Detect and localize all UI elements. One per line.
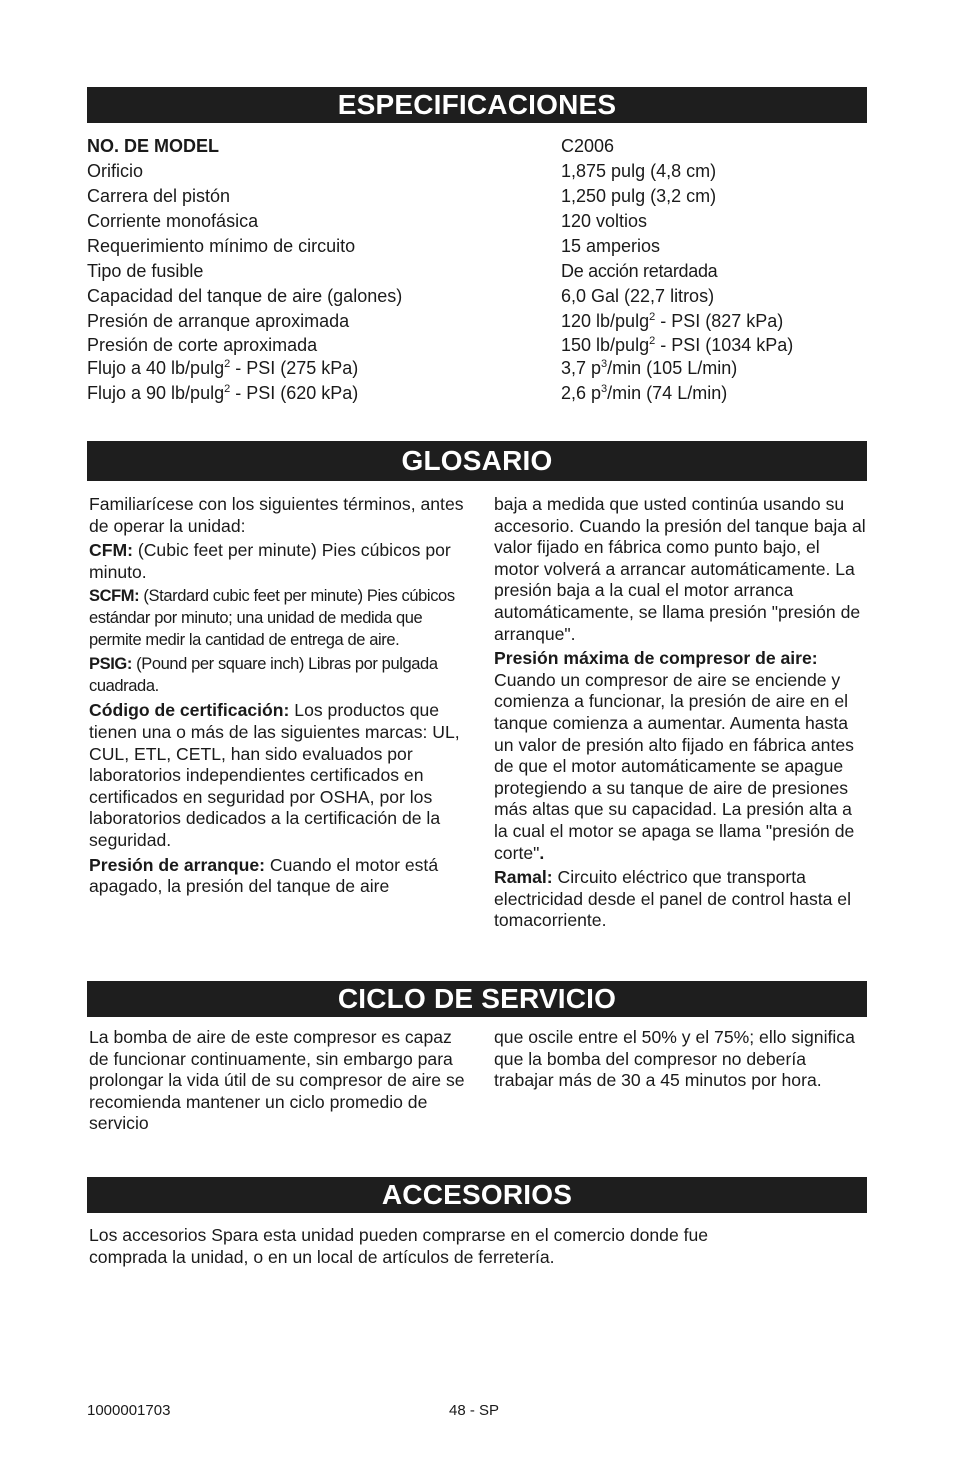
glossary-arranque-continued: baja a medida que usted continúa usando su accesorio. Cuando la presión del tanque baja al valor fijado en fábrica como punto bajo, el motor volverá a arrancar automáticamente. La presión baja a la cual el motor arranca automáticamente, se llama presión "presión de arranque".	[494, 494, 866, 644]
glossary-term: PSIG:	[89, 655, 132, 674]
value-part: 150 lb/pulg	[561, 335, 650, 355]
page-number: 48 - SP	[449, 1402, 500, 1419]
document-code: 1000001703	[87, 1402, 171, 1419]
ciclo-de-servicio-heading: CICLO DE SERVICIO	[87, 981, 867, 1017]
accesorios-paragraph: Los accesorios Spara esta unidad pueden comprarse en el comercio donde fue comprada la unidad, o en un local de artículos de ferretería.	[89, 1225, 709, 1267]
spec-value: De acción retardada	[561, 261, 718, 281]
glossary-end-mark: .	[539, 842, 545, 863]
glosario-left-column	[89, 494, 467, 901]
spec-row-carrera	[87, 185, 867, 210]
spec-label: Presión de arranque aproximada	[87, 311, 350, 331]
label-part: - PSI (275 kPa)	[230, 357, 359, 378]
value-part: 3,7 p	[561, 357, 602, 378]
value-part: - PSI (827 kPa)	[655, 311, 784, 331]
spec-row-arranque	[87, 310, 867, 335]
glossary-definition: Cuando un compresor de aire se enciende y comienza a funcionar, la presión de aire en el tanque comienza a aumentar. Aumenta hasta un valor de presión alto fijado en fábrica antes de que el motor automáticamente se apague protegiendo a su tanque de aire de presiones más altas que su capacidad. La presión alta a la cual el motor se apaga se llama "presión de corte"	[494, 669, 855, 863]
spec-value: 120 voltios	[561, 211, 648, 231]
specifications-table	[87, 135, 867, 407]
glossary-entry-arranque	[89, 855, 467, 898]
superscript: 3	[601, 382, 608, 395]
label-part: Flujo a 90 lb/pulg	[87, 382, 225, 403]
glossary-definition: (Stardard cubic feet per minute) Pies cúbicos estándar por minuto; una unidad de medida que permite medir la cantidad de entrega de aire.	[89, 587, 455, 649]
spec-row-flujo90	[87, 382, 867, 407]
ciclo-text-right: que oscile entre el 50% y el 75%; ello significa que la bomba del compresor no debería trabajar más de 30 a 45 minutos por hora.	[494, 1027, 855, 1091]
label-part: - PSI (620 kPa)	[230, 382, 359, 403]
spec-label: Requerimiento mínimo de circuito	[87, 236, 356, 256]
spec-value: C2006	[561, 136, 615, 156]
ciclo-left-column	[89, 1027, 467, 1138]
spec-label: Carrera del pistón	[87, 186, 231, 206]
superscript: 3	[601, 357, 608, 370]
spec-value: 6,0 Gal (22,7 litros)	[561, 286, 715, 306]
spec-label: Orificio	[87, 161, 144, 181]
glossary-entry-ramal	[494, 867, 868, 932]
value-part: 2,6 p	[561, 382, 602, 403]
spec-row-corriente	[87, 210, 867, 235]
glossary-entry-psig	[89, 654, 467, 697]
spec-row-fusible	[87, 260, 867, 285]
spec-row-model	[87, 135, 867, 160]
glossary-term: SCFM:	[89, 587, 140, 606]
glossary-term: Presión de arranque:	[89, 854, 265, 875]
glosario-right-column	[494, 494, 868, 935]
superscript: 2	[224, 357, 231, 370]
glossary-definition: Circuito eléctrico que transporta electricidad desde el panel de control hasta el tomacorriente.	[494, 867, 851, 931]
spec-row-circuito	[87, 235, 867, 260]
value-part: 120 lb/pulg	[561, 311, 650, 331]
spec-label: Tipo de fusible	[87, 261, 204, 281]
ciclo-right-column	[494, 1027, 868, 1095]
glossary-term: CFM:	[89, 540, 133, 561]
spec-label	[87, 357, 561, 382]
superscript: 2	[224, 382, 231, 395]
glossary-definition: (Pound per square inch) Libras por pulgada cuadrada.	[89, 655, 438, 695]
value-part: /min (105 L/min)	[607, 357, 738, 378]
glossary-definition: Cuando el motor está apagado, la presión del tanque de aire	[89, 854, 439, 897]
spec-label: Corriente monofásica	[87, 211, 259, 231]
glosario-heading: GLOSARIO	[87, 441, 867, 481]
superscript: 2	[649, 311, 656, 323]
glossary-entry-maxima	[494, 648, 868, 864]
spec-value: 15 amperios	[561, 236, 661, 256]
glossary-term: Presión máxima de compresor de aire:	[494, 648, 818, 669]
glossary-term: Ramal:	[494, 867, 553, 888]
label-part: Flujo a 40 lb/pulg	[87, 357, 225, 378]
spec-value: 1,875 pulg (4,8 cm)	[561, 161, 717, 181]
glossary-definition: Los productos que tienen una o más de las siguientes marcas: UL, CUL, ETL, CETL, han sido evaluados por laboratorios independientes certificados en certificados en seguridad por OSHA, por los laboratorios dedicados a la certificación de la seguridad.	[89, 700, 460, 850]
glossary-entry-cfm	[89, 540, 467, 583]
glossary-entry-scfm	[89, 586, 467, 651]
spec-label: Capacidad del tanque de aire (galones)	[87, 286, 403, 306]
spec-row-orificio	[87, 160, 867, 185]
spec-value: 1,250 pulg (3,2 cm)	[561, 186, 717, 206]
spec-label: Presión de corte aproximada	[87, 335, 318, 355]
accesorios-heading: ACCESORIOS	[87, 1177, 867, 1213]
spec-row-corte	[87, 335, 867, 357]
spec-value	[561, 335, 867, 357]
especificaciones-heading: ESPECIFICACIONES	[87, 87, 867, 123]
spec-value	[561, 310, 867, 335]
spec-label	[87, 382, 561, 407]
value-part: /min (74 L/min)	[607, 382, 728, 403]
glossary-term: Código de certificación:	[89, 700, 290, 721]
spec-value	[561, 357, 867, 382]
glossary-definition: (Cubic feet per minute) Pies cúbicos por minuto.	[89, 540, 451, 582]
spec-row-flujo40	[87, 357, 867, 382]
spec-value	[561, 382, 867, 407]
glossary-entry-codigo	[89, 700, 467, 851]
ciclo-text-left: La bomba de aire de este compresor es capaz de funcionar continuamente, sin embargo para prolongar la vida útil de su compresor de aire se recomienda mantener un ciclo promedio de servicio	[89, 1027, 465, 1134]
glosario-intro: Familiarícese con los siguientes términos, antes de operar la unidad:	[89, 494, 464, 536]
accesorios-text	[89, 1225, 869, 1271]
spec-label: NO. DE MODEL	[87, 136, 220, 156]
value-part: - PSI (1034 kPa)	[655, 335, 794, 355]
spec-row-tanque	[87, 285, 867, 310]
superscript: 2	[649, 335, 656, 347]
